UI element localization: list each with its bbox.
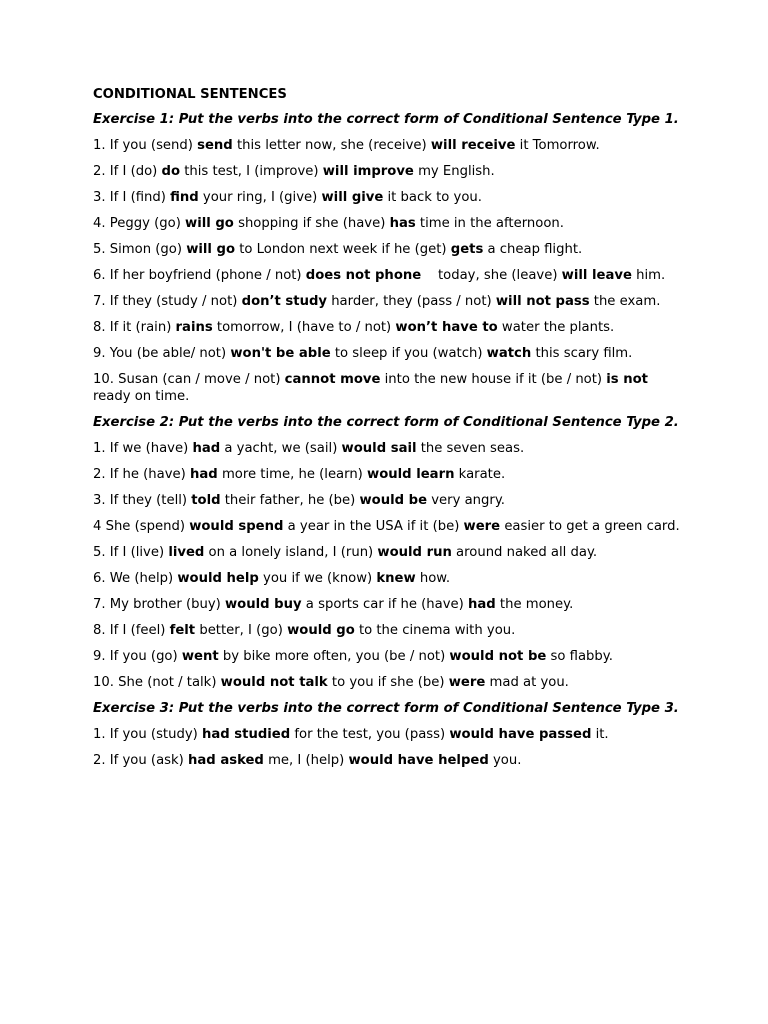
- answer-text: will receive: [430, 138, 516, 153]
- answer-text: had: [468, 597, 496, 612]
- prompt-text: so flabby.: [546, 649, 613, 664]
- exercise-item: [93, 596, 683, 613]
- prompt-text: it Tomorrow.: [515, 138, 600, 153]
- document-page: [93, 86, 683, 778]
- answer-text: would not be: [449, 649, 547, 664]
- answer-text: rains: [175, 320, 213, 335]
- answer-text: knew: [376, 571, 416, 586]
- prompt-text: it back to you.: [383, 190, 482, 205]
- exercise-heading: Exercise 3: Put the verbs into the correct form of Conditional Sentence Type 3.: [93, 701, 679, 716]
- prompt-text: around naked all day.: [451, 545, 598, 560]
- answer-text: would sail: [341, 441, 417, 456]
- prompt-text: better, I (go): [195, 623, 288, 638]
- answer-text: will give: [321, 190, 384, 205]
- exercise-item: [93, 622, 683, 639]
- answer-text: don’t study: [241, 294, 327, 309]
- exercise-item: [93, 466, 683, 483]
- document-title: CONDITIONAL SENTENCES: [93, 87, 287, 102]
- exercise-item: [93, 241, 683, 258]
- prompt-text: 6. We (help): [93, 571, 178, 586]
- prompt-text: 4. Peggy (go): [93, 216, 186, 231]
- prompt-text: more time, he (learn): [217, 467, 368, 482]
- exercise-item: [93, 648, 683, 665]
- prompt-text: the exam.: [589, 294, 661, 309]
- prompt-text: 7. My brother (buy): [93, 597, 225, 612]
- prompt-text: 2. If he (have): [93, 467, 191, 482]
- prompt-text: easier to get a green card.: [500, 519, 680, 534]
- answer-text: would run: [377, 545, 452, 560]
- prompt-text: a cheap flight.: [483, 242, 583, 257]
- prompt-text: 8. If I (feel): [93, 623, 170, 638]
- exercise-item: [93, 440, 683, 457]
- prompt-text: the seven seas.: [416, 441, 525, 456]
- answer-text: had: [190, 467, 218, 482]
- answer-text: is not: [606, 372, 648, 387]
- exercise-item: [93, 752, 683, 769]
- exercise-item: [93, 137, 683, 154]
- prompt-text: 9. If you (go): [93, 649, 182, 664]
- answer-text: would be: [359, 493, 428, 508]
- prompt-text: to sleep if you (watch): [330, 346, 487, 361]
- answer-text: would spend: [189, 519, 284, 534]
- answer-text: won't be able: [230, 346, 331, 361]
- prompt-text: the money.: [495, 597, 574, 612]
- prompt-text: water the plants.: [497, 320, 615, 335]
- prompt-text: 3. If they (tell): [93, 493, 192, 508]
- prompt-text: today, she (leave): [421, 268, 562, 283]
- answer-text: lived: [168, 545, 205, 560]
- exercise-heading: Exercise 1: Put the verbs into the correct form of Conditional Sentence Type 1.: [93, 112, 679, 127]
- prompt-text: their father, he (be): [220, 493, 360, 508]
- prompt-text: 5. Simon (go): [93, 242, 187, 257]
- prompt-text: mad at you.: [485, 675, 569, 690]
- answer-text: won’t have to: [395, 320, 498, 335]
- prompt-text: 5. If I (live): [93, 545, 169, 560]
- prompt-text: 6. If her boyfriend (phone / not): [93, 268, 306, 283]
- exercise-item: [93, 163, 683, 180]
- prompt-text: 9. You (be able/ not): [93, 346, 231, 361]
- prompt-text: to the cinema with you.: [354, 623, 516, 638]
- prompt-text: time in the afternoon.: [415, 216, 564, 231]
- prompt-text: on a lonely island, I (run): [204, 545, 378, 560]
- prompt-text: 8. If it (rain): [93, 320, 176, 335]
- prompt-text: very angry.: [427, 493, 505, 508]
- exercise-item: [93, 319, 683, 336]
- prompt-text: by bike more often, you (be / not): [218, 649, 450, 664]
- exercise-item: [93, 674, 683, 691]
- exercise-heading: Exercise 2: Put the verbs into the correct form of Conditional Sentence Type 2.: [93, 415, 679, 430]
- exercise-item: [93, 371, 683, 405]
- answer-text: gets: [450, 242, 484, 257]
- prompt-text: this test, I (improve): [180, 164, 323, 179]
- answer-text: would not talk: [220, 675, 328, 690]
- prompt-text: your ring, I (give): [198, 190, 322, 205]
- exercise-item: [93, 544, 683, 561]
- prompt-text: 1. If we (have): [93, 441, 193, 456]
- answer-text: send: [197, 138, 233, 153]
- answer-text: will leave: [561, 268, 632, 283]
- exercise-item: [93, 267, 683, 284]
- prompt-text: for the test, you (pass): [290, 727, 450, 742]
- answer-text: had asked: [188, 753, 264, 768]
- prompt-text: into the new house if it (be / not): [380, 372, 607, 387]
- answer-text: would have passed: [449, 727, 592, 742]
- prompt-text: you.: [488, 753, 522, 768]
- prompt-text: 7. If they (study / not): [93, 294, 242, 309]
- answer-text: told: [191, 493, 221, 508]
- prompt-text: to you if she (be): [327, 675, 449, 690]
- prompt-text: 2. If I (do): [93, 164, 162, 179]
- answer-text: were: [448, 675, 486, 690]
- exercise-item: [93, 293, 683, 310]
- prompt-text: me, I (help): [263, 753, 349, 768]
- answer-text: would have helped: [348, 753, 489, 768]
- answer-text: do: [161, 164, 181, 179]
- answer-text: cannot move: [284, 372, 381, 387]
- prompt-text: you if we (know): [258, 571, 377, 586]
- prompt-text: 1. If you (study): [93, 727, 202, 742]
- prompt-text: 10. Susan (can / move / not): [93, 372, 285, 387]
- prompt-text: tomorrow, I (have to / not): [212, 320, 396, 335]
- prompt-text: 1. If you (send): [93, 138, 198, 153]
- answer-text: would go: [287, 623, 355, 638]
- answer-text: had: [192, 441, 221, 456]
- prompt-text: him.: [631, 268, 666, 283]
- answer-text: will improve: [322, 164, 414, 179]
- prompt-text: a yacht, we (sail): [220, 441, 342, 456]
- exercise-item: [93, 570, 683, 587]
- answer-text: would buy: [225, 597, 302, 612]
- answer-text: watch: [486, 346, 532, 361]
- answer-text: will not pass: [495, 294, 590, 309]
- answer-text: would learn: [367, 467, 455, 482]
- prompt-text: how.: [415, 571, 451, 586]
- answer-text: felt: [169, 623, 196, 638]
- answer-text: had studied: [201, 727, 291, 742]
- prompt-text: my English.: [413, 164, 495, 179]
- prompt-text: karate.: [454, 467, 506, 482]
- prompt-text: this scary film.: [531, 346, 633, 361]
- answer-text: were: [463, 519, 501, 534]
- exercise-list: [93, 111, 683, 769]
- answer-text: will go: [186, 242, 236, 257]
- answer-text: will go: [185, 216, 234, 231]
- prompt-text: harder, they (pass / not): [327, 294, 496, 309]
- prompt-text: to London next week if he (get): [235, 242, 451, 257]
- exercise-item: [93, 215, 683, 232]
- prompt-text: shopping if she (have): [233, 216, 390, 231]
- answer-text: went: [181, 649, 219, 664]
- prompt-text: ready on time.: [93, 372, 653, 404]
- prompt-text: a year in the USA if it (be): [283, 519, 464, 534]
- prompt-text: it.: [591, 727, 609, 742]
- exercise-item: [93, 345, 683, 362]
- answer-text: find: [170, 190, 199, 205]
- prompt-text: 4 She (spend): [93, 519, 190, 534]
- prompt-text: this letter now, she (receive): [232, 138, 431, 153]
- exercise-item: [93, 726, 683, 743]
- prompt-text: a sports car if he (have): [301, 597, 468, 612]
- exercise-item: [93, 189, 683, 206]
- exercise-item: [93, 518, 683, 535]
- prompt-text: 3. If I (find): [93, 190, 171, 205]
- exercise-item: [93, 492, 683, 509]
- prompt-text: 2. If you (ask): [93, 753, 188, 768]
- answer-text: does not phone: [305, 268, 422, 283]
- prompt-text: 10. She (not / talk): [93, 675, 221, 690]
- answer-text: would help: [177, 571, 259, 586]
- answer-text: has: [389, 216, 416, 231]
